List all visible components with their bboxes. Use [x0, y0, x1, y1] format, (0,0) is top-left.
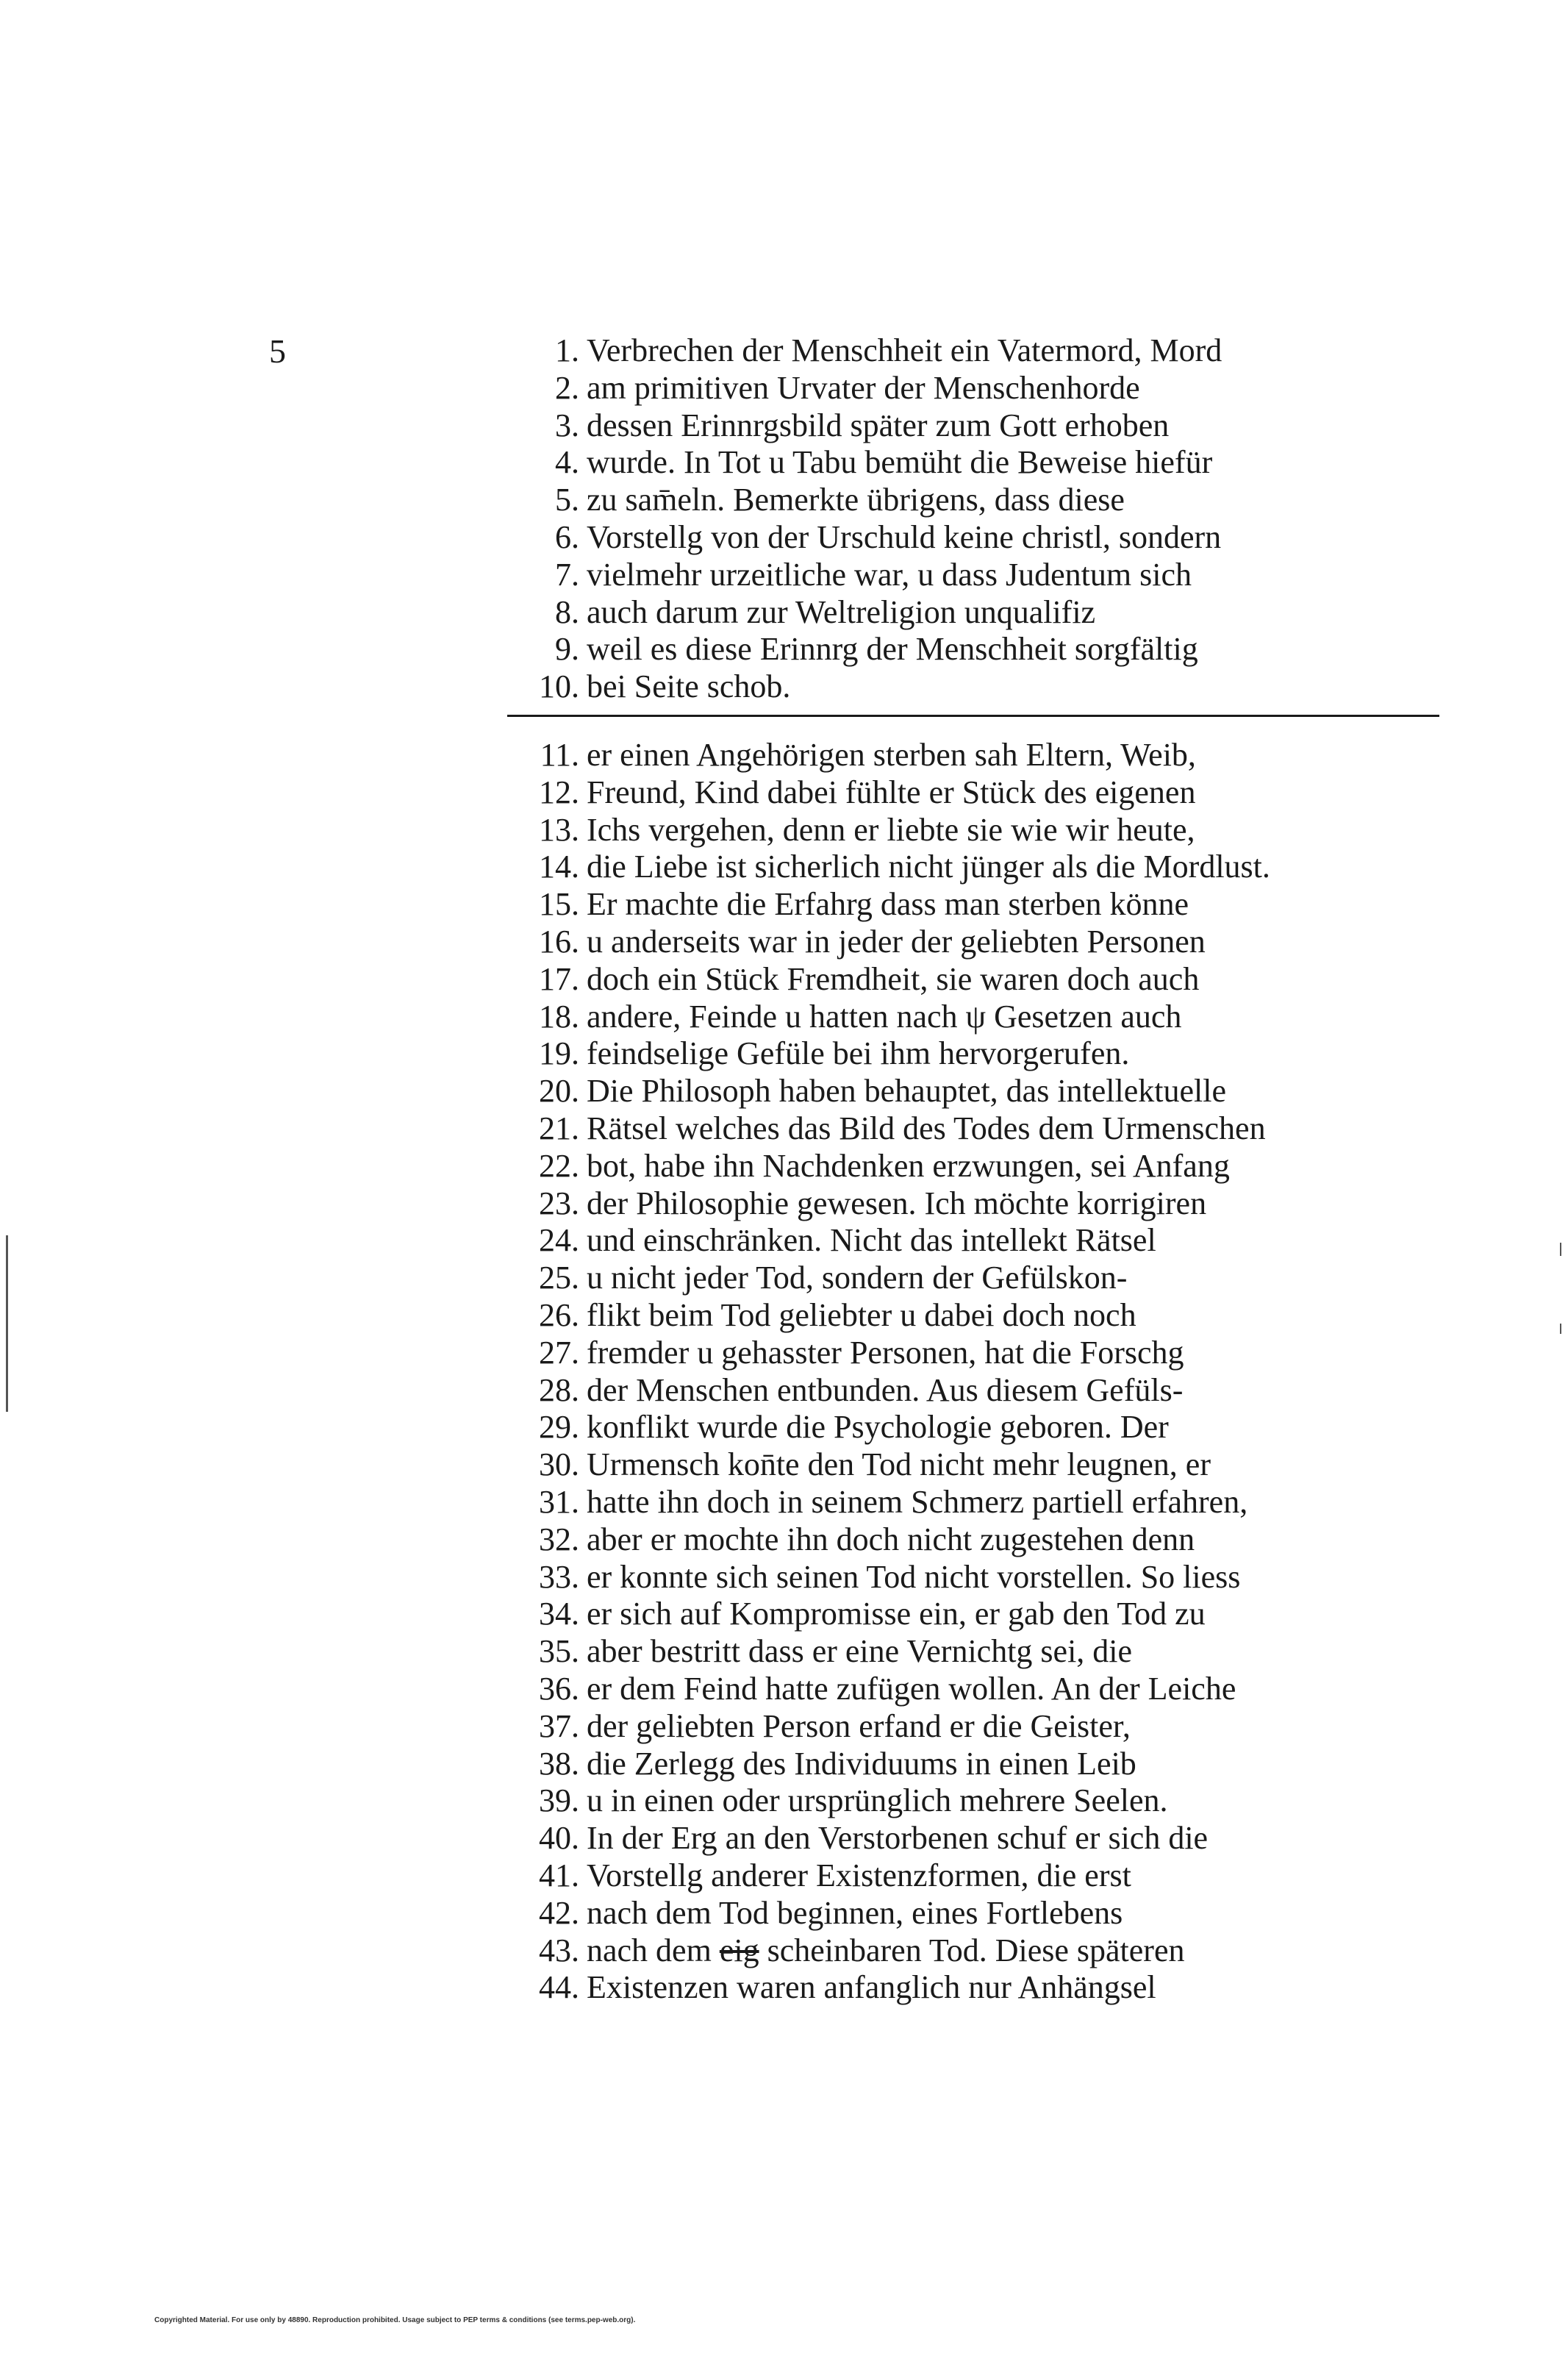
transcript-line [507, 1857, 1441, 1895]
line-text: die Liebe ist sicherlich nicht jünger als die Mordlust. [587, 849, 1270, 885]
section-divider [507, 715, 1439, 717]
transcript-line [507, 849, 1441, 886]
transcript-line [507, 1372, 1441, 1410]
transcript-line [507, 1746, 1441, 1783]
line-text: konflikt wurde die Psychologie geboren. Der [587, 1409, 1169, 1446]
transcript-line [507, 1969, 1441, 2007]
line-number: 10. [539, 668, 579, 705]
line-text: aber er mochte ihn doch nicht zugestehen denn [587, 1521, 1195, 1557]
transcript-line [507, 1708, 1441, 1746]
line-number: 19. [539, 1035, 579, 1072]
transcript-line [507, 1671, 1441, 1708]
line-text: zu sam̄eln. Bemerkte übrigens, dass diese [587, 482, 1125, 518]
transcript-line [507, 370, 1441, 407]
line-number: 35. [539, 1633, 579, 1670]
line-text: u nicht jeder Tod, sondern der Gefülskon- [587, 1260, 1128, 1296]
line-number: 31. [539, 1484, 579, 1520]
line-text: auch darum zur Weltreligion unqualifiz [587, 593, 1096, 630]
line-number: 27. [539, 1334, 579, 1371]
line-number: 34. [539, 1596, 579, 1632]
line-text: und einschränken. Nicht das intellekt Rätsel [587, 1222, 1156, 1259]
line-number: 30. [539, 1446, 579, 1483]
line-number: 1. [555, 332, 579, 368]
line-number: 16. [539, 924, 579, 960]
line-number: 41. [539, 1857, 579, 1893]
page-number: 5 [269, 332, 286, 370]
line-text: doch ein Stück Fremdheit, sie waren doch auch [587, 960, 1200, 997]
line-text: Er machte die Erfahrg dass man sterben könne [587, 886, 1189, 923]
transcript-line [507, 774, 1441, 812]
line-number: 36. [539, 1671, 579, 1707]
line-text: fremder u gehasster Personen, hat die Forschg [587, 1334, 1184, 1371]
line-number: 28. [539, 1371, 579, 1408]
transcript-line [507, 999, 1441, 1036]
line-text: er dem Feind hatte zufügen wollen. An der Leiche [587, 1671, 1236, 1707]
transcript-line [507, 444, 1441, 482]
line-text: hatte ihn doch in seinem Schmerz partiell erfahren, [587, 1484, 1248, 1520]
line-number: 5. [555, 482, 579, 518]
line-number: 2. [555, 369, 579, 406]
line-number: 43. [539, 1932, 579, 1968]
line-text: die Zerlegg des Individuums in einen Leib [587, 1745, 1136, 1782]
line-number: 39. [539, 1782, 579, 1819]
transcript-line [507, 1409, 1441, 1446]
line-text: er sich auf Kompromisse ein, er gab den Tod zu [587, 1596, 1206, 1632]
transcript-line [507, 1820, 1441, 1857]
margin-mark [6, 1235, 8, 1412]
line-number: 18. [539, 998, 579, 1035]
line-text: u anderseits war in jeder der geliebten Personen [587, 924, 1206, 960]
line-number: 7. [555, 556, 579, 593]
transcript-line [507, 1484, 1441, 1521]
transcript-line [507, 924, 1441, 961]
line-text: er konnte sich seinen Tod nicht vorstellen. So liess [587, 1558, 1241, 1595]
margin-mark [1560, 1243, 1561, 1256]
line-text-after: scheinbaren Tod. Diese späteren [767, 1932, 1185, 1968]
line-number: 6. [555, 519, 579, 555]
line-text: andere, Feinde u hatten nach ψ Gesetzen auch [587, 998, 1182, 1035]
transcript-line [507, 594, 1441, 632]
line-number: 15. [539, 886, 579, 923]
line-number: 3. [555, 407, 579, 443]
line-text: aber bestritt dass er eine Vernichtg sei, die [587, 1633, 1133, 1670]
transcript-line [507, 886, 1441, 924]
line-text: flikt beim Tod geliebter u dabei doch noch [587, 1297, 1136, 1333]
line-number: 8. [555, 593, 579, 630]
line-text: Freund, Kind dabei fühlte er Stück des eigenen [587, 774, 1196, 810]
line-number: 37. [539, 1707, 579, 1744]
transcript-line [507, 1932, 1441, 1970]
transcript-line [507, 1521, 1441, 1559]
copyright-notice: Copyrighted Material. For use only by 48890. Reproduction prohibited. Usage subject to PEP terms & conditions (see terms.pep-web.org). [154, 2316, 636, 2324]
line-text: bot, habe ihn Nachdenken erzwungen, sei Anfang [587, 1147, 1230, 1184]
transcript-line [507, 1110, 1441, 1148]
line-number: 4. [555, 444, 579, 481]
transcript-line [507, 1335, 1441, 1372]
line-text: Urmensch kon̄te den Tod nicht mehr leugnen, er [587, 1446, 1211, 1483]
line-text: nach dem Tod beginnen, eines Fortlebens [587, 1894, 1123, 1931]
line-text: dessen Erinnrgsbild später zum Gott erhoben [587, 407, 1170, 443]
line-number: 17. [539, 960, 579, 997]
transcript-line [507, 1559, 1441, 1596]
transcript-line [507, 1446, 1441, 1484]
transcript-line [507, 1895, 1441, 1932]
transcript-line [507, 1260, 1441, 1297]
line-text: bei Seite schob. [587, 668, 791, 705]
transcript-line [507, 557, 1441, 594]
line-text: Vorstellg anderer Existenzformen, die erst [587, 1857, 1131, 1893]
transcript-line [507, 1596, 1441, 1633]
line-text: Verbrechen der Menschheit ein Vatermord, Mord [587, 332, 1222, 368]
line-number: 33. [539, 1558, 579, 1595]
margin-mark [1560, 1324, 1561, 1334]
line-text: wurde. In Tot u Tabu bemüht die Beweise hiefür [587, 444, 1213, 481]
transcript-line [507, 332, 1441, 370]
line-text: er einen Angehörigen sterben sah Eltern, Weib, [587, 737, 1196, 773]
transcript-line [507, 668, 1441, 706]
line-number: 40. [539, 1820, 579, 1857]
line-number: 44. [539, 1969, 579, 2006]
line-number: 26. [539, 1297, 579, 1333]
line-number: 11. [540, 737, 579, 773]
transcript-line [507, 1148, 1441, 1185]
line-number: 12. [539, 774, 579, 810]
line-text: am primitiven Urvater der Menschenhorde [587, 369, 1140, 406]
line-text: weil es diese Erinnrg der Menschheit sorgfältig [587, 631, 1198, 668]
line-text: der Menschen entbunden. Aus diesem Gefüls- [587, 1371, 1184, 1408]
line-text: vielmehr urzeitliche war, u dass Judentum sich [587, 556, 1192, 593]
transcript-line [507, 737, 1441, 774]
line-number: 29. [539, 1409, 579, 1446]
line-text: Rätsel welches das Bild des Todes dem Urmenschen [587, 1110, 1266, 1146]
line-number: 24. [539, 1222, 579, 1259]
line-text: u in einen oder ursprünglich mehrere Seelen. [587, 1782, 1168, 1819]
line-text: Ichs vergehen, denn er liebte sie wie wir heute, [587, 811, 1195, 848]
transcript-line [507, 1782, 1441, 1820]
line-number: 38. [539, 1745, 579, 1782]
line-text: Die Philosoph haben behauptet, das intellektuelle [587, 1073, 1227, 1110]
line-number: 23. [539, 1185, 579, 1221]
transcript-line [507, 482, 1441, 519]
transcript-line [507, 1297, 1441, 1335]
line-text: Existenzen waren anfanglich nur Anhängsel [587, 1969, 1156, 2006]
line-text [587, 1932, 1184, 1969]
transcript-line [507, 1222, 1441, 1260]
line-number: 9. [555, 631, 579, 668]
transcript-line [507, 961, 1441, 999]
line-text: der Philosophie gewesen. Ich möchte korrigiren [587, 1185, 1207, 1221]
transcript-line [507, 1185, 1441, 1223]
line-text: der geliebten Person erfand er die Geister, [587, 1707, 1131, 1744]
line-number: 25. [539, 1260, 579, 1296]
line-text: Vorstellg von der Urschuld keine christl, sondern [587, 519, 1222, 555]
transcript-line [507, 407, 1441, 445]
line-number: 14. [539, 849, 579, 885]
line-number: 42. [539, 1894, 579, 1931]
line-text: In der Erg an den Verstorbenen schuf er sich die [587, 1820, 1209, 1857]
transcript-line [507, 631, 1441, 668]
line-number: 32. [539, 1521, 579, 1557]
line-number: 22. [539, 1147, 579, 1184]
transcript-line [507, 519, 1441, 557]
line-text: feindselige Gefüle bei ihm hervorgerufen. [587, 1035, 1130, 1072]
line-text-before: nach dem [587, 1932, 712, 1968]
line-number: 20. [539, 1073, 579, 1110]
transcript-line [507, 1035, 1441, 1073]
struck-word: eig [719, 1932, 759, 1968]
transcript-line [507, 812, 1441, 849]
line-number: 21. [539, 1110, 579, 1146]
transcript-line [507, 1633, 1441, 1671]
line-number: 13. [539, 811, 579, 848]
transcript-line [507, 1073, 1441, 1110]
